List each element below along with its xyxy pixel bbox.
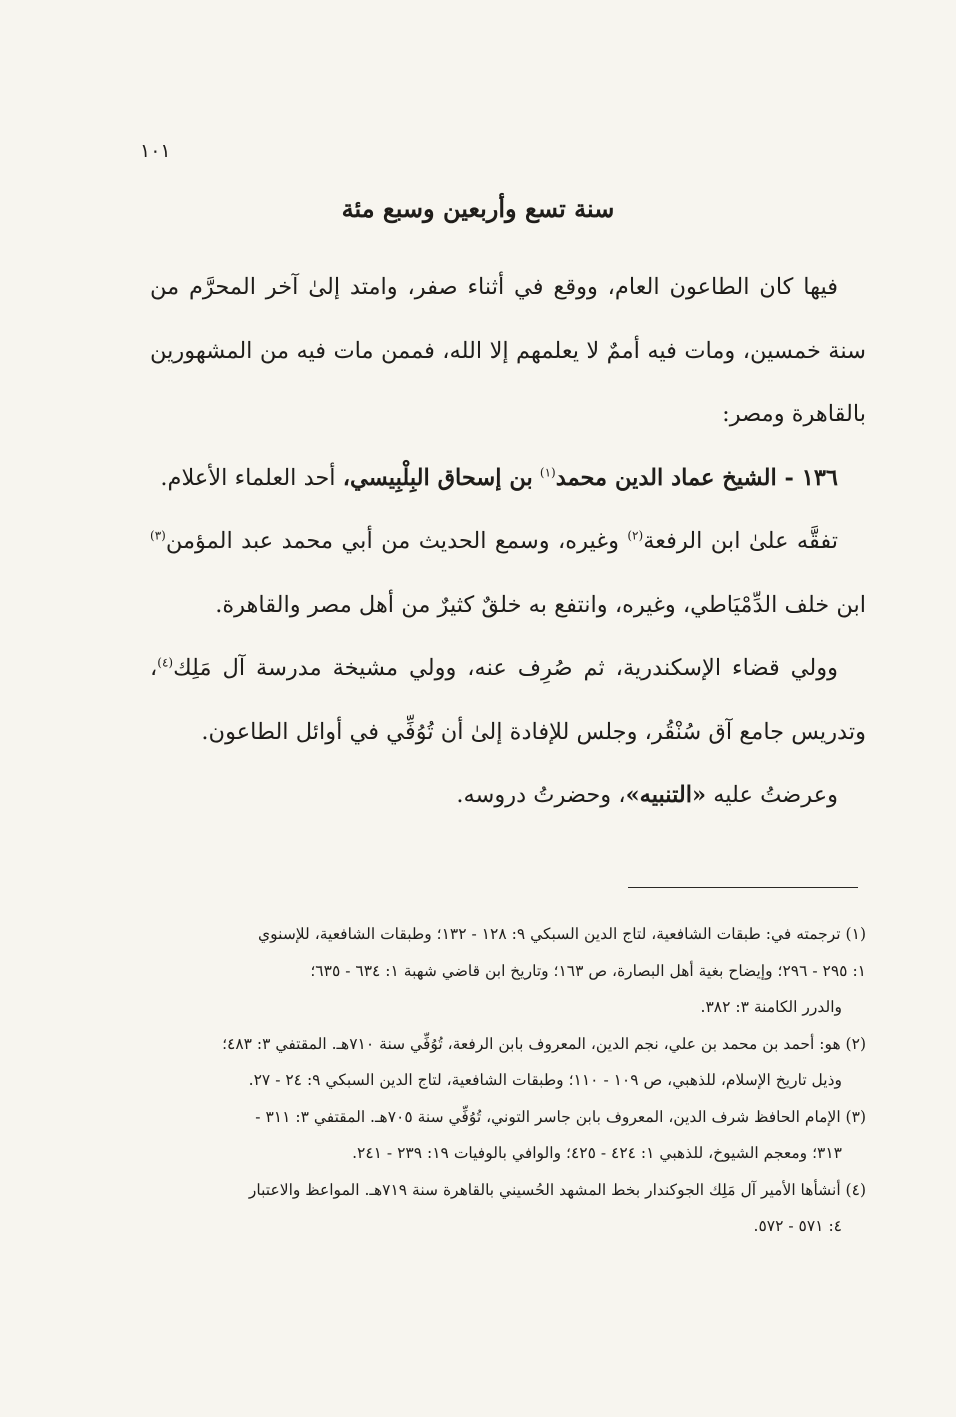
- footnote-2-line-2: وذيل تاريخ الإسلام، للذهبي، ص ١٠٩ - ١١٠؛ وطبقات الشافعية، لتاج الدين السبكي ٩: ٢٤ - ٢٧.: [248, 1071, 842, 1089]
- footnote-1-line-2: ١: ٢٩٥ - ٢٩٦؛ وإيضاح بغية أهل البصارة، ص ١٦٣؛ وتاريخ ابن قاضي شهبة ١: ٦٣٤ - ٦٣٥؛: [310, 961, 866, 980]
- footnote-1-line-1: (١) ترجمته في: طبقات الشافعية، لتاج الدين السبكي ٩: ١٢٨ - ١٣٢؛ وطبقات الشافعية، للإسنوي: [258, 925, 866, 943]
- footnote-ref-4[interactable]: (٤): [157, 655, 174, 670]
- page-number: ١٠١: [140, 140, 171, 162]
- main-text: [150, 256, 866, 828]
- lessons-text-1: وعرضتُ عليه: [713, 782, 838, 808]
- entry-name-rest: بن إسحاق البِلْبِيسي،: [342, 464, 533, 491]
- footnote-ref-1[interactable]: (١): [539, 465, 556, 479]
- intro-paragraph: فيها كان الطاعون العام، ووقع في أثناء صفر، وامتد إلىٰ آخر المحرَّم من سنة خمسين، ومات فيه أممٌ لا يعلمهم إلا الله، فممن مات فيه من المشهورين بالقاهرة ومصر:: [150, 274, 866, 427]
- footnote-3-line-2: ٣١٣؛ ومعجم الشيوخ، للذهبي ١: ٤٢٤ - ٤٢٥؛ والوافي بالوفيات ١٩: ٢٣٩ - ٢٤١.: [352, 1144, 842, 1162]
- entry-number-name: ١٣٦ - الشيخ عماد الدين محمد: [555, 464, 838, 491]
- chapter-title: سنة تسع وأربعين وسبع مئة: [341, 194, 615, 223]
- lessons-paragraph: [150, 764, 866, 828]
- career-paragraph: [150, 637, 866, 764]
- footnote-ref-2[interactable]: (٢): [627, 528, 644, 543]
- footnote-4-line-2: ٤: ٥٧١ - ٥٧٢.: [753, 1217, 842, 1235]
- career-text-1: وولي قضاء الإسكندرية، ثم صُرِف عنه، وولي مشيخة مدرسة آل مَلِك: [173, 655, 838, 681]
- study-text-2: وغيره، وسمع الحديث من أبي محمد عبد المؤمن: [165, 528, 619, 554]
- footnote-3-line-1: (٣) الإمام الحافظ شرف الدين، المعروف بابن جاسر التوني، تُوُفِّي سنة ٧٠٥هـ. المقتفي ٣: ٣١١ -: [255, 1107, 866, 1126]
- footnote-2-line-1: (٢) هو: أحمد بن محمد بن علي، نجم الدين، المعروف بابن الرفعة، تُوُفِّي سنة ٧١٠هـ. المقتفي ٣: ٤٨٣؛: [222, 1034, 866, 1053]
- book-title-tanbih: «التنبيه»: [625, 782, 707, 808]
- study-paragraph: [150, 510, 866, 637]
- footnote-ref-3[interactable]: (٣): [150, 528, 166, 543]
- footnote-4-line-1: (٤) أنشأها الأمير آل مَلِك الجوكندار بخط المشهد الحُسيني بالقاهرة سنة ٧١٩هـ. المواعظ والاعتبار: [248, 1180, 866, 1199]
- footnote-1-line-3: والدرر الكامنة ٣: ٣٨٢.: [700, 998, 842, 1016]
- study-text-3: ابن خلف الدِّمْيَاطي، وغيره، وانتفع به خلقٌ كثيرٌ من أهل مصر والقاهرة.: [215, 591, 866, 618]
- footnotes: [150, 916, 866, 1245]
- entry-description: أحد العلماء الأعلام.: [160, 464, 336, 491]
- study-text-1: تفقَّه علىٰ ابن الرفعة: [643, 528, 838, 554]
- footnote-divider: [628, 887, 858, 888]
- entry-paragraph: [150, 447, 866, 511]
- lessons-text-2: ، وحضرتُ دروسه.: [456, 782, 626, 808]
- career-text-2: ، وتدريس جامع آق سُنْقُر، وجلس للإفادة إلىٰ أن تُوُفِّي في أوائل الطاعون.: [150, 655, 866, 745]
